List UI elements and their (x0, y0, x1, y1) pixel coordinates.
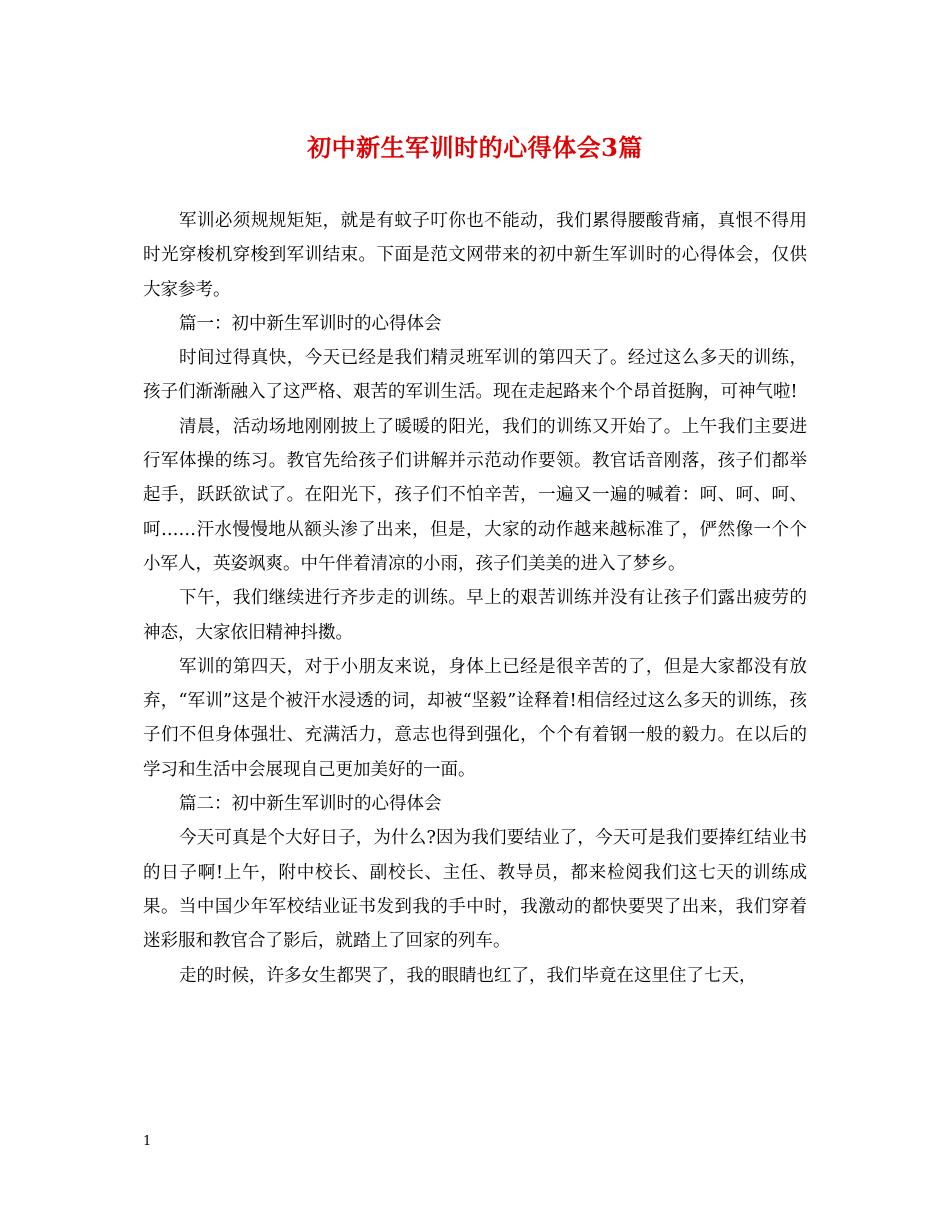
page-number: 1 (143, 1134, 152, 1149)
document-title: 初中新生军训时的心得体会3篇 (307, 133, 643, 162)
section-heading-1: 篇一：初中新生军训时的心得体会 (179, 313, 442, 334)
document-body (143, 204, 807, 993)
paragraph: 军训的第四天，对于小朋友来说，身体上已经是很辛苦的了，但是大家都没有放弃，“军训”这是个被汗水浸透的词，却被“坚毅”诠释着!相信经过这么多天的训练，孩子们不但身体强壮、充满活力，意志也得到强化，个个有着钢一般的毅力。在以后的学习和生活中会展现自己更加美好的一面。 (143, 656, 807, 780)
paragraph: 下午，我们继续进行齐步走的训练。早上的艰苦训练并没有让孩子们露出疲劳的神态，大家依旧精神抖擞。 (143, 588, 807, 643)
paragraph: 清晨，活动场地刚刚披上了暖暖的阳光，我们的训练又开始了。上午我们主要进行军体操的练习。教官先给孩子们讲解并示范动作要领。教官话音刚落，孩子们都举起手，跃跃欲试了。在阳光下，孩子们不怕辛苦，一遍又一遍的喊着：呵、呵、呵、呵……汗水慢慢地从额头渗了出来，但是，大家的动作越来越标准了，俨然像一个个小军人，英姿飒爽。中午伴着清凉的小雨，孩子们美美的进入了梦乡。 (143, 416, 807, 574)
paragraph: 走的时候，许多女生都哭了，我的眼睛也红了，我们毕竟在这里住了七天， (179, 965, 757, 986)
paragraph: 今天可真是个大好日子，为什么?因为我们要结业了，今天可是我们要捧红结业书的日子啊!上午，附中校长、副校长、主任、教导员，都来检阅我们这七天的训练成果。当中国少年军校结业证书发到我的手中时，我激动的都快要哭了出来，我们穿着迷彩服和教官合了影后，就踏上了回家的列车。 (143, 828, 807, 952)
section-heading-2: 篇二：初中新生军训时的心得体会 (179, 794, 442, 815)
paragraph: 时间过得真快，今天已经是我们精灵班军训的第四天了。经过这么多天的训练，孩子们渐渐融入了这严格、艰苦的军训生活。现在走起路来个个昂首挺胸，可神气啦! (143, 348, 807, 403)
paragraph-intro: 军训必须规规矩矩，就是有蚊子叮你也不能动，我们累得腰酸背痛，真恨不得用时光穿梭机穿梭到军训结束。下面是范文网带来的初中新生军训时的心得体会，仅供大家参考。 (143, 211, 807, 300)
